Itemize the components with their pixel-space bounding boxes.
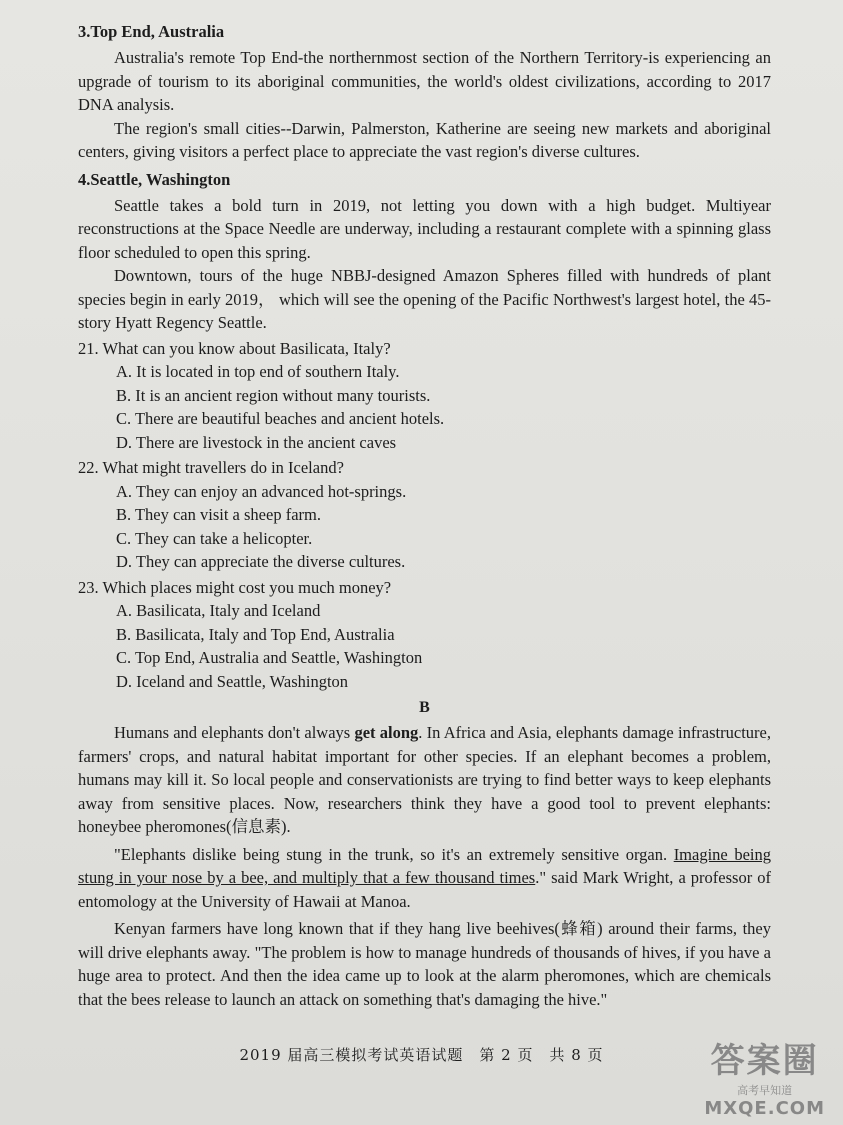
section-3-paragraph-2: The region's small cities--Darwin, Palmerston, Katherine are seeing new markets and aboriginal centers, giving visitors a perfect place to appreciate the vast region's diverse cultures.	[78, 118, 771, 161]
part-b-p2-underlined-sentence: Imagine being stung in your nose by a bee, and multiply that a few thousand times	[78, 844, 771, 887]
part-b-paragraph-1	[78, 721, 771, 839]
watermark-logo-url: MXQE.COM	[704, 1098, 825, 1119]
part-b-p2-start: "Elephants dislike being stung in the trunk, so it's an extremely sensitive organ.	[114, 844, 674, 864]
answer-option: A. It is located in top end of southern Italy.	[116, 362, 400, 381]
answer-option: C. There are beautiful beaches and ancient hotels.	[116, 409, 445, 428]
watermark-logo-title: 答案圈	[710, 1041, 819, 1081]
section-4-paragraph-2: Downtown, tours of the huge NBBJ-designed Amazon Spheres filled with hundreds of plant species begin in early 2019， which will see the opening of the Pacific Northwest's largest hotel, the 45-story Hyatt Regency Seattle.	[78, 266, 771, 332]
question-21	[78, 337, 771, 455]
answer-option: B. Basilicata, Italy and Top End, Australia	[116, 624, 395, 644]
part-b-p1-end: . In Africa and Asia, elephants damage infrastructure, farmers' crops, and natural habitat important for other species. If an elephant becomes a problem, humans may kill it. So local people and conservationists are trying to find better ways to keep elephants away from sensitive places. Now, researchers think they have a good tool to prevent elephants: honeybee pheromones(信息素).	[78, 723, 771, 836]
section-3-heading: 3.Top End, Australia	[78, 22, 225, 41]
answer-option: D. There are livestock in the ancient caves	[116, 432, 397, 452]
watermark-logo-tagline: 高考早知道	[737, 1084, 793, 1097]
part-b-p2-end: ." said Mark Wright, a professor of entomology at the University of Hawaii at Manoa.	[78, 868, 771, 911]
part-b-label: B	[419, 699, 430, 716]
section-4-heading: 4.Seattle, Washington	[78, 169, 231, 189]
answer-option: A. They can enjoy an advanced hot-springs.	[116, 481, 407, 501]
part-b-paragraph-2	[78, 843, 771, 914]
answer-option: C. They can take a helicopter.	[116, 528, 313, 548]
watermark-logo	[704, 1033, 825, 1119]
question-stem: 21. What can you know about Basilicata, Italy?	[78, 338, 391, 358]
answer-option: A. Basilicata, Italy and Iceland	[116, 601, 321, 620]
part-b-paragraph-3: Kenyan farmers have long known that if they hang live beehives(蜂箱) around their farms, they will drive elephants away. "The problem is how to manage hundreds of thousands of hives, if you have a huge area to protect. And then the idea came up to look at the alarm pheromones, which are chemicals that the bees release to launch an attack on something that's damaging the hive."	[78, 919, 771, 1009]
answer-option: B. It is an ancient region without many tourists.	[116, 385, 431, 405]
section-4-paragraph-1: Seattle takes a bold turn in 2019, not letting you down with a high budget. Multiyear reconstructions at the Space Needle are underway, including a restaurant complete with a spinning glass floor scheduled to open this spring.	[78, 195, 771, 262]
question-23	[78, 576, 771, 694]
question-stem: 23. Which places might cost you much money?	[78, 577, 392, 597]
question-22	[78, 456, 771, 574]
answer-option: C. Top End, Australia and Seattle, Washington	[116, 648, 423, 667]
part-b-p1-bold-phrase: get along	[354, 723, 419, 742]
answer-option: D. They can appreciate the diverse cultures.	[116, 552, 406, 571]
question-stem: 22. What might travellers do in Iceland?	[78, 458, 344, 477]
answer-option: B. They can visit a sheep farm.	[116, 505, 321, 524]
answer-option: D. Iceland and Seattle, Washington	[116, 671, 349, 691]
section-3-paragraph-1: Australia's remote Top End-the northernmost section of the Northern Territory-is experiencing an upgrade of tourism to its aboriginal communities, the world's oldest civilizations, according to 2017 DNA analysis.	[78, 48, 771, 114]
part-b-p1-start: Humans and elephants don't always	[114, 723, 355, 742]
page-footer: 2019 届高三模拟考试英语试题 第 2 页 共 8 页	[239, 1046, 604, 1064]
